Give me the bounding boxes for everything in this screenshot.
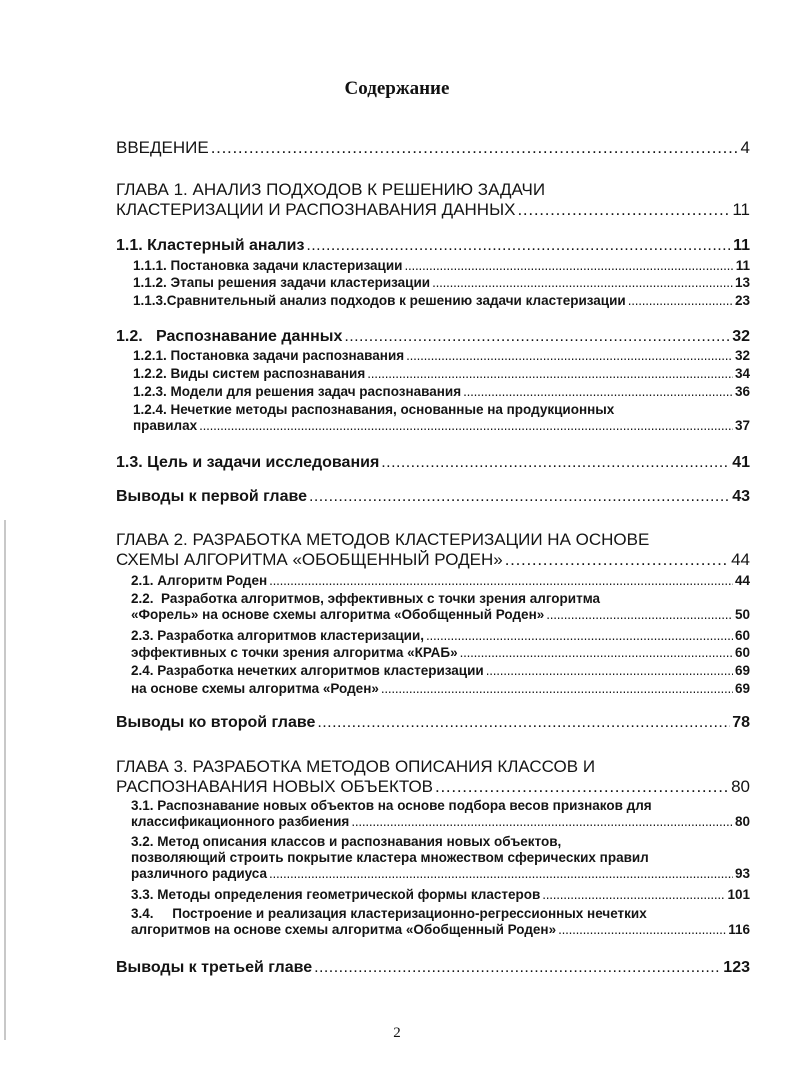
toc-entry-page: 11 [735,258,750,273]
toc-entry-1-2[interactable] [116,327,750,346]
leader-dots [406,348,733,364]
toc-entry-page: 69 [734,663,750,678]
toc-entry-page: 4 [740,138,750,157]
toc-entry-conclusions-1[interactable] [116,487,750,506]
leader-dots [309,487,730,506]
toc-entry-2-1[interactable] [131,573,750,589]
toc-entry-1-1[interactable] [116,236,750,255]
toc-entry-page: 123 [723,959,750,976]
leader-dots [367,366,733,382]
toc-entry-label: Выводы ко второй главе [116,714,316,731]
toc-entry-page: 41 [732,454,750,471]
leader-dots [344,327,730,346]
toc-entry-page: 37 [734,418,750,434]
leader-dots [546,607,733,623]
leader-dots [505,550,729,570]
leader-dots [460,645,733,661]
toc-entry-2-2[interactable] [131,591,750,623]
toc-entry-chapter-2[interactable] [116,530,750,571]
toc-entry-label: РАСПОЗНАВАНИЯ НОВЫХ ОБЪЕКТОВ [116,777,434,797]
toc-entry-3-4[interactable] [131,906,750,938]
leader-dots [542,887,725,903]
toc-entry-page: 34 [734,366,750,381]
toc-entry-label: 2.4. Разработка нечетких алгоритмов кластеризации [131,663,484,678]
toc-entry-chapter-3[interactable] [116,757,750,798]
toc-entry-1-3[interactable] [116,453,750,472]
toc-entry-page: 69 [734,681,750,696]
leader-dots [381,453,730,472]
toc-entry-conclusions-3[interactable] [116,958,750,977]
toc-entry-label: 1.2.1. Постановка задачи распознавания [133,348,405,363]
toc-entry-page: 78 [732,714,750,731]
toc-entry-label: 1.1.1. Постановка задачи кластеризации [133,258,403,273]
toc-entry-page: 60 [734,628,750,643]
leader-dots [351,814,733,830]
toc-entry-page: 93 [734,866,750,882]
toc-entry-page: 80 [731,777,750,797]
toc-entry-label: КЛАСТЕРИЗАЦИИ И РАСПОЗНАВАНИЯ ДАННЫХ [116,200,516,220]
page-title: Содержание [344,78,450,99]
toc-entry-label: 1.1.2. Этапы решения задачи кластеризации [133,275,431,290]
toc-entry-2-4[interactable] [131,663,750,679]
toc-entry-1-1-2[interactable] [133,275,750,291]
toc-entry-label: классификационного разбиения [131,814,350,830]
leader-dots [269,573,733,589]
leader-dots [517,200,730,220]
toc-entry-1-1-3[interactable] [133,293,750,309]
leader-dots [486,663,733,679]
toc-entry-page: 36 [734,384,750,399]
toc-entry-label: на основе схемы алгоритма «Роден» [131,681,379,696]
toc-entry-page: 43 [732,488,750,505]
toc-entry-page: 32 [734,348,750,363]
toc-entry-label: правилах [133,418,198,434]
toc-entry-label: алгоритмов на основе схемы алгоритма «Обобщенный Роден» [131,922,557,938]
toc-entry-page: 60 [734,645,750,660]
toc-entry-label: 3.3. Методы определения геометрической формы кластеров [131,887,541,902]
leader-dots [435,777,729,797]
toc-entry-1-1-1[interactable] [133,258,750,274]
toc-entry-1-2-2[interactable] [133,366,750,382]
toc-entry-introduction[interactable] [116,138,750,158]
leader-dots [463,384,733,400]
toc-entry-label: 1.2. Распознавание данных [116,328,343,345]
toc-entry-3-3[interactable] [131,887,750,903]
toc-entry-page: 13 [734,275,750,290]
toc-entry-page: 44 [731,550,750,570]
toc-entry-label-line1: 2.2. Разработка алгоритмов, эффективных с точки зрения алгоритма [131,591,601,606]
leader-dots [558,922,726,938]
toc-entry-1-2-4[interactable] [133,402,750,434]
toc-entry-chapter-1[interactable] [116,180,750,221]
toc-entry-label-line1: ГЛАВА 2. РАЗРАБОТКА МЕТОДОВ КЛАСТЕРИЗАЦИИ НА ОСНОВЕ [116,530,650,549]
toc-entry-label: 1.2.2. Виды систем распознавания [133,366,366,381]
toc-entry-conclusions-2[interactable] [116,713,750,732]
toc-entry-page: 11 [733,237,750,254]
leader-dots [211,138,739,158]
toc-entry-2-3-cont[interactable] [131,645,750,661]
toc-entry-page: 11 [732,200,750,220]
toc-entry-page: 23 [734,293,750,308]
toc-entry-3-2[interactable] [131,834,750,883]
leader-dots [432,275,733,291]
toc-entry-label-line1: 3.2. Метод описания классов и распознавания новых объектов, [131,834,562,849]
toc-entry-label: 2.1. Алгоритм Роден [131,573,268,588]
leader-dots [314,958,721,977]
toc-entry-label: «Форель» на основе схемы алгоритма «Обобщенный Роден» [131,607,545,623]
toc-entry-page: 80 [734,814,750,830]
toc-entry-label-line1: 3.1. Распознавание новых объектов на основе подбора весов признаков для [131,798,652,813]
toc-entry-label-line1: 1.2.4. Нечеткие методы распознавания, основанные на продукционных [133,402,615,417]
toc-entry-label: 1.3. Цель и задачи исследования [116,454,380,471]
toc-entry-page: 101 [727,887,750,902]
leader-dots [269,866,733,882]
toc-entry-page: 116 [728,922,750,938]
toc-entry-page: 44 [734,573,750,588]
leader-dots [381,681,733,697]
toc-entry-page: 32 [732,328,750,345]
toc-entry-label: 1.1.3.Сравнительный анализ подходов к решению задачи кластеризации [133,293,626,308]
toc-entry-label: Выводы к третьей главе [116,959,313,976]
toc-entry-label: СХЕМЫ АЛГОРИТМА «ОБОБЩЕННЫЙ РОДЕН» [116,550,503,570]
toc-entry-label-line2: позволяющий строить покрытие кластера множеством сферических правил [131,850,649,866]
leader-dots [317,713,730,732]
toc-entry-label-line1: 3.4. Построение и реализация кластеризационно-регрессионных нечетких [131,906,647,921]
toc-entry-2-4-cont[interactable] [131,681,750,697]
toc-entry-1-2-3[interactable] [133,384,750,400]
page-number: 2 [393,1025,401,1041]
toc-entry-label-line1: ГЛАВА 3. РАЗРАБОТКА МЕТОДОВ ОПИСАНИЯ КЛАССОВ И [116,757,596,776]
leader-dots [306,236,731,255]
toc-entry-3-1[interactable] [131,798,750,830]
toc-entry-label: 1.2.3. Модели для решения задач распознавания [133,384,462,399]
toc-entry-label: ВВЕДЕНИЕ [116,138,209,157]
toc-entry-label: различного радиуса [131,866,267,882]
toc-entry-label: 1.1. Кластерный анализ [116,237,305,254]
toc-entry-label: эффективных с точки зрения алгоритма «КРАБ» [131,645,458,660]
leader-dots [426,628,733,644]
toc-entry-label: Выводы к первой главе [116,488,307,505]
leader-dots [628,293,733,309]
toc-entry-page: 50 [734,607,750,623]
leader-dots [404,258,733,274]
toc-entry-label-line1: ГЛАВА 1. АНАЛИЗ ПОДХОДОВ К РЕШЕНИЮ ЗАДАЧИ [116,180,546,199]
toc-entry-2-3[interactable] [131,628,750,644]
leader-dots [199,418,733,434]
toc-entry-label: 2.3. Разработка алгоритмов кластеризации, [131,628,425,643]
scan-edge-mark [4,520,6,1040]
toc-entry-1-2-1[interactable] [133,348,750,364]
